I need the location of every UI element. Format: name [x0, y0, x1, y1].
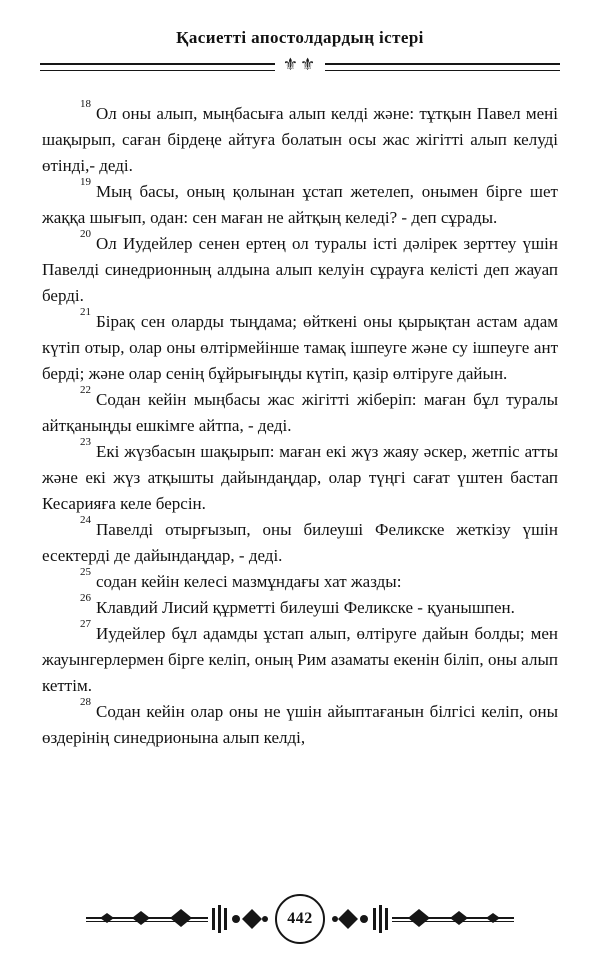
verse-number: 27 [80, 618, 91, 631]
verse-number: 18 [80, 98, 91, 111]
verse-text: Бірақ сен оларды тыңдама; өйткені оны қырықтан астам адам күтіп отыр, олар оны өлтірмейінше тамақ ішпеуге және су ішпеуге ант берді; және олар сенің бұйрығыңды күтіп, қазір өлтіруге дайын. [42, 312, 558, 383]
verse-number: 28 [80, 696, 91, 709]
verse-number: 23 [80, 436, 91, 449]
verse-number: 21 [80, 306, 91, 319]
verse-paragraph [42, 514, 558, 569]
verse-text: Ол оны алып, мыңбасыға алып келді және: тұтқын Павел мені шақырып, саған бірдеңе айтуға болатын осы жас жігітті алып келуді өтінді,- деді. [42, 104, 558, 175]
verse-number: 19 [80, 176, 91, 189]
verse-number: 25 [80, 566, 91, 579]
page-footer [0, 894, 600, 944]
verse-text: Клавдий Лисий құрметті билеуші Феликске - қуанышпен. [96, 598, 515, 617]
verse-paragraph [42, 176, 558, 231]
verse-text: Содан кейін олар оны не үшін айыптағанын білгісі келіп, оны өздерінің синедрионына алып келді, [42, 702, 558, 747]
verse-text: содан кейін келесі мазмұндағы хат жазды: [96, 572, 402, 591]
verse-text: Екі жүзбасын шақырып: маған екі жүз жаяу әскер, жетпіс атты және екі жүз атқышты дайындаңдар, олар түңгі сағат үштен бастап Кесарияға келе берсін. [42, 442, 558, 513]
footer-ornament-right-icon [329, 903, 514, 935]
verse-paragraph [42, 98, 558, 179]
header-divider [40, 55, 560, 75]
fleur-ornament-icon: ⚜⚜ [282, 55, 318, 75]
verse-paragraph [42, 384, 558, 439]
verse-number: 26 [80, 592, 91, 605]
verse-text-block [42, 98, 558, 751]
verse-paragraph [42, 566, 558, 595]
verse-paragraph [42, 306, 558, 387]
page-title: Қасиетті апостолдардың істері [176, 28, 424, 47]
verse-text: Ол Иудейлер сенен ертең ол туралы істі дәлірек зерттеу үшін Павелді синедрионның алдына алып келуін сұрауға келісті деп жауап берді. [42, 234, 558, 305]
verse-paragraph [42, 592, 558, 621]
verse-number: 24 [80, 514, 91, 527]
divider-line-right [325, 63, 560, 71]
verse-text: Павелді отырғызып, оны билеуші Феликске жеткізу үшін есектерді де дайындаңдар, - деді. [42, 520, 558, 565]
footer-ornament-left-icon [86, 903, 271, 935]
verse-number: 20 [80, 228, 91, 241]
verse-paragraph [42, 228, 558, 309]
verse-paragraph [42, 696, 558, 751]
verse-paragraph [42, 618, 558, 699]
verse-text: Содан кейін мыңбасы жас жігітті жіберіп: маған бұл туралы айтқаныңды ешкімге айтпа, - деді. [42, 390, 558, 435]
verse-text: Мың басы, оның қолынан ұстап жетелеп, онымен бірге шет жаққа шығып, одан: сен маған не айтқың келеді? - деп сұрады. [42, 182, 558, 227]
divider-line-left [40, 63, 275, 71]
verse-number: 22 [80, 384, 91, 397]
verse-paragraph [42, 436, 558, 517]
page-number: 442 [287, 910, 313, 927]
verse-text: Иудейлер бұл адамды ұстап алып, өлтіруге дайын болды; мен жауынгерлермен бірге келіп, оның Рим азаматы екенін біліп, оны алып кеттім. [42, 624, 558, 695]
page-number-badge [275, 894, 325, 944]
